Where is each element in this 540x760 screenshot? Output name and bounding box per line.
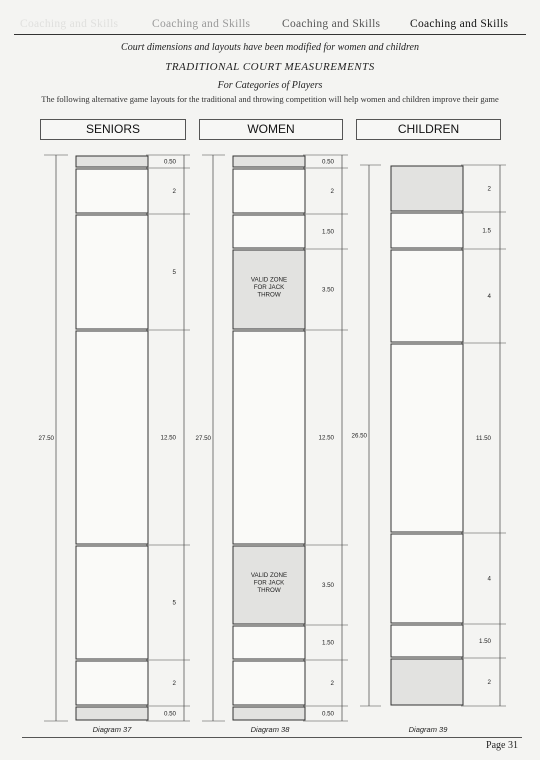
jack-zone-label: FOR JACK	[253, 284, 285, 291]
jack-zone-label: THROW	[257, 587, 281, 594]
segment-length-label: 2	[487, 185, 491, 193]
segment-length-label: 0.50	[163, 710, 176, 718]
segment-length-label: 0.50	[321, 158, 334, 166]
segment-length-label: 3.50	[321, 286, 334, 294]
court-segment	[233, 661, 305, 705]
court-segment	[76, 169, 148, 213]
segment-length-label: 5	[172, 269, 176, 276]
court-segment	[76, 331, 148, 544]
court-segment	[76, 546, 148, 659]
page-subtitle: Court dimensions and layouts have been modified for women and children	[121, 42, 419, 53]
court-segment	[391, 625, 463, 657]
category-women: WOMEN	[199, 119, 343, 140]
jack-zone-label: FOR JACK	[253, 579, 285, 587]
court-segment	[76, 156, 148, 167]
court-segment	[391, 166, 463, 211]
segment-length-label: 11.50	[475, 435, 491, 442]
segment-length-label: 0.50	[321, 710, 334, 718]
section-heading: For Categories of Players	[217, 80, 323, 91]
court-segment	[391, 659, 463, 705]
court-segment	[391, 534, 463, 623]
court-segment	[76, 661, 148, 705]
total-length-label: 27.50	[195, 435, 211, 442]
category-children: CHILDREN	[356, 119, 501, 140]
segment-length-label: 1.5	[482, 227, 491, 235]
court-segment	[233, 707, 305, 720]
segment-length-label: 2	[330, 680, 334, 687]
total-length-label: 27.50	[38, 435, 54, 442]
segment-length-label: 12.50	[318, 434, 334, 442]
segment-length-label: 2	[172, 188, 176, 195]
segment-length-label: 1.50	[321, 639, 334, 647]
jack-zone-label: THROW	[257, 291, 281, 299]
court-segment	[391, 213, 463, 248]
segment-length-label: 2	[330, 188, 334, 195]
segment-length-label: 4	[487, 575, 491, 583]
total-length-label: 26.50	[351, 432, 367, 440]
intro-paragraph: The following alternative game layouts for the traditional and throwing competition will help women and children improve their game	[41, 94, 499, 104]
header-text-2: Coaching and Skills	[152, 18, 251, 30]
court-segment	[233, 215, 305, 248]
segment-length-label: 3.50	[321, 582, 334, 589]
header-text-3: Coaching and Skills	[282, 18, 381, 30]
court-segment	[233, 169, 305, 213]
segment-length-label: 2	[487, 679, 491, 686]
court-segment	[391, 250, 463, 342]
diagram-caption: Diagram 38	[250, 725, 290, 734]
jack-zone-label: VALID ZONE	[250, 572, 288, 579]
footer-rule	[22, 737, 522, 738]
page-title: TRADITIONAL COURT MEASUREMENTS	[165, 61, 375, 73]
segment-length-label: 2	[172, 680, 176, 687]
court-segment	[233, 626, 305, 659]
jack-zone-label: VALID ZONE	[250, 276, 288, 284]
segment-length-label: 0.50	[163, 158, 176, 166]
page-number: Page 31	[486, 740, 518, 751]
segment-length-label: 1.50	[321, 228, 334, 236]
court-segment	[233, 331, 305, 544]
header-text-1: Coaching and Skills	[20, 18, 119, 30]
segment-length-label: 4	[487, 293, 491, 300]
diagram-caption: Diagram 39	[408, 725, 448, 734]
court-segment	[76, 707, 148, 720]
segment-length-label: 12.50	[160, 434, 176, 442]
segment-length-label: 1.50	[478, 638, 491, 645]
category-seniors: SENIORS	[40, 119, 186, 140]
diagram-caption: Diagram 37	[92, 725, 132, 734]
court-segment	[76, 215, 148, 329]
court-segment	[233, 156, 305, 167]
segment-length-label: 5	[172, 599, 176, 607]
header-text-4: Coaching and Skills	[410, 18, 509, 30]
court-segment	[391, 344, 463, 532]
